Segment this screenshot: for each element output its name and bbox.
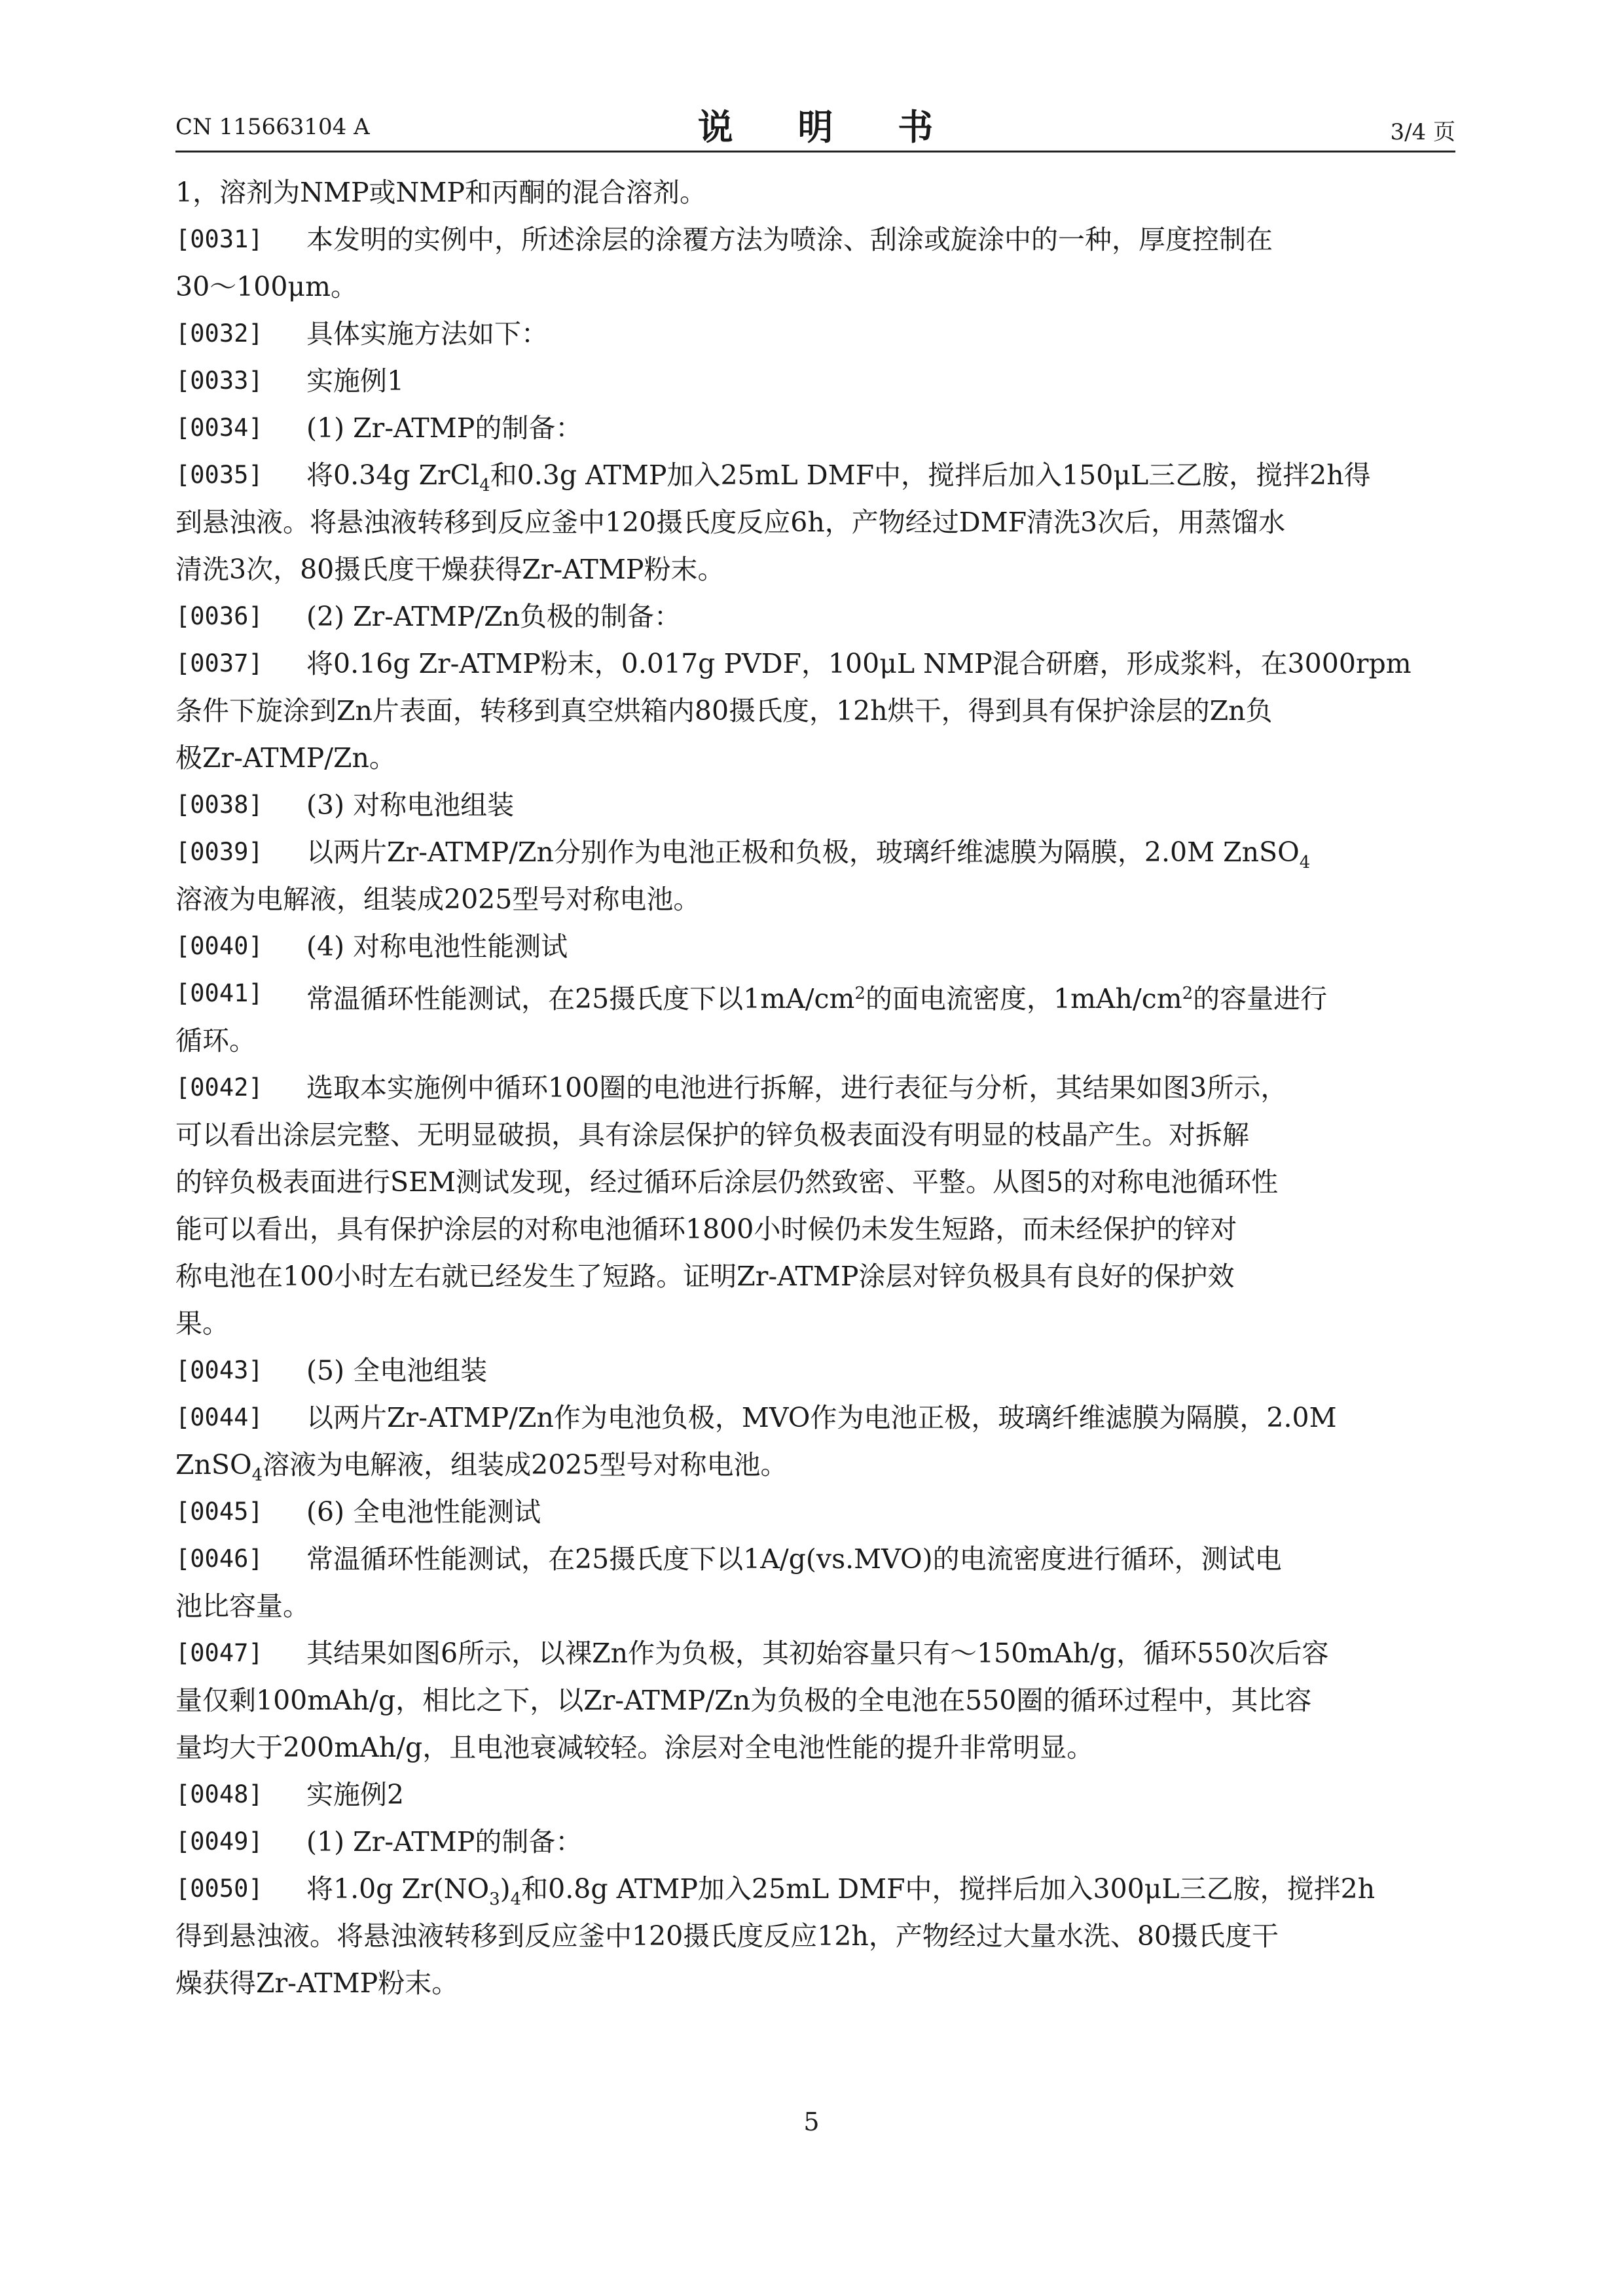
text-line (175, 593, 1455, 640)
paragraph-text (306, 1488, 541, 1535)
paragraph-text (175, 169, 706, 216)
paragraph-text (175, 1960, 458, 2007)
text-segment: 循环。 (175, 1025, 256, 1056)
text-segment: 具体实施方法如下： (306, 318, 548, 350)
text-segment: 的面电流密度，1mAh/cm (865, 983, 1182, 1014)
text-segment: 能可以看出，具有保护涂层的对称电池循环1800小时候仍未发生短路，而未经保护的锌对 (175, 1213, 1237, 1245)
text-segment: (3) 对称电池组装 (306, 789, 515, 821)
text-line (175, 923, 1455, 970)
text-segment: (1) Zr-ATMP的制备： (306, 1826, 583, 1857)
paragraph-text (175, 1111, 1249, 1158)
publication-number: CN 115663104 A (175, 114, 370, 140)
text-line (175, 357, 1455, 404)
text-segment: 量仅剩100mAh/g，相比之下，以Zr-ATMP/Zn为负极的全电池在550圈的循环过程中，其比容 (175, 1685, 1312, 1716)
text-line (175, 1724, 1455, 1771)
paragraph-text (175, 263, 357, 310)
text-segment: 燥获得Zr-ATMP粉末。 (175, 1967, 459, 1999)
subscript: 4 (1299, 853, 1311, 872)
text-line (175, 1206, 1455, 1253)
paragraph-text (175, 734, 396, 781)
text-segment: 到悬浊液。将悬浊液转移到反应釜中120摄氏度反应6h，产物经过DMF清洗3次后，用蒸馏水 (175, 507, 1286, 538)
paragraph-number: [0046] (175, 1545, 263, 1573)
paragraph-text (306, 1394, 1337, 1441)
text-segment: 常温循环性能测试，在25摄氏度下以1mA/cm (306, 983, 855, 1014)
text-segment: 将1.0g Zr(NO (306, 1873, 490, 1905)
text-line (175, 1865, 1455, 1912)
text-line (175, 1017, 1455, 1064)
paragraph-number: [0039] (175, 838, 263, 866)
document-title: 说 明 书 (697, 107, 960, 148)
paragraph-text (306, 216, 1273, 263)
text-line (175, 169, 1455, 216)
text-line (175, 1441, 1455, 1488)
paragraph-number: [0037] (175, 649, 263, 677)
text-line (175, 1488, 1455, 1535)
paragraph-number: [0035] (175, 461, 263, 489)
text-segment: 称电池在100小时左右就已经发生了短路。证明Zr-ATMP涂层对锌负极具有良好的保护效 (175, 1261, 1235, 1292)
text-segment: 将0.16g Zr-ATMP粉末，0.017g PVDF，100μL NMP混合研磨，形成浆料，在3000rpm (306, 648, 1412, 679)
text-segment: ZnSO (175, 1449, 252, 1480)
paragraph-number: [0045] (175, 1498, 263, 1526)
paragraph-number: [0032] (175, 319, 263, 348)
paragraph-text (175, 1912, 1279, 1960)
text-line (175, 1818, 1455, 1865)
text-segment: 量均大于200mAh/g，且电池衰减较轻。涂层对全电池性能的提升非常明显。 (175, 1732, 1094, 1763)
paragraph-text (306, 1630, 1328, 1677)
text-line (175, 263, 1455, 310)
paragraph-text (306, 923, 568, 970)
text-segment: (4) 对称电池性能测试 (306, 931, 568, 962)
text-line (175, 216, 1455, 263)
text-segment: 以两片Zr-ATMP/Zn作为电池负极，MVO作为电池正极，玻璃纤维滤膜为隔膜，2.0M (306, 1402, 1337, 1433)
paragraph-number: [0038] (175, 791, 263, 819)
paragraph-text (306, 1535, 1282, 1583)
text-line (175, 1253, 1455, 1300)
paragraph-text (175, 687, 1273, 734)
text-line (175, 1771, 1455, 1818)
text-line (175, 1064, 1455, 1111)
paragraph-text (306, 640, 1412, 687)
text-line (175, 1630, 1455, 1677)
subscript: 4 (479, 476, 490, 495)
paragraph-number: [0034] (175, 414, 263, 442)
page-header (175, 99, 1455, 152)
paragraph-text (306, 593, 681, 640)
text-segment: 实施例1 (306, 365, 405, 397)
paragraph-text (175, 1158, 1278, 1206)
text-segment: 清洗3次，80摄氏度干燥获得Zr-ATMP粉末。 (175, 554, 725, 585)
text-line (175, 1677, 1455, 1724)
paragraph-text (175, 1724, 1093, 1771)
text-segment: 常温循环性能测试，在25摄氏度下以1A/g(vs.MVO)的电流密度进行循环，测试电 (306, 1543, 1282, 1575)
text-segment: 果。 (175, 1308, 229, 1339)
paragraph-text (175, 876, 700, 923)
paragraph-number: [0040] (175, 932, 263, 960)
paragraph-number: [0049] (175, 1827, 263, 1856)
text-segment: (5) 全电池组装 (306, 1355, 488, 1386)
text-segment: 选取本实施例中循环100圈的电池进行拆解，进行表征与分析，其结果如图3所示， (306, 1072, 1288, 1103)
text-segment: (2) Zr-ATMP/Zn负极的制备： (306, 601, 682, 632)
text-line (175, 499, 1455, 546)
text-segment: ) (500, 1873, 511, 1905)
subscript: 4 (251, 1465, 263, 1485)
paragraph-text (175, 1017, 256, 1064)
text-line (175, 640, 1455, 687)
document-body (175, 169, 1455, 2007)
paragraph-number: [0047] (175, 1639, 263, 1667)
paragraph-text (306, 404, 582, 452)
superscript: 2 (854, 984, 866, 1003)
text-line (175, 1394, 1455, 1441)
paragraph-text (306, 1818, 582, 1865)
paragraph-text (175, 499, 1285, 546)
text-line (175, 687, 1455, 734)
text-line (175, 1111, 1455, 1158)
paragraph-number: [0048] (175, 1780, 263, 1808)
paragraph-text (175, 1206, 1237, 1253)
paragraph-text (175, 1677, 1311, 1724)
paragraph-text (306, 357, 404, 404)
paragraph-text (306, 1064, 1287, 1111)
text-segment: 极Zr-ATMP/Zn。 (175, 742, 396, 774)
text-line (175, 1347, 1455, 1394)
text-line (175, 1912, 1455, 1960)
text-segment: 本发明的实例中，所述涂层的涂覆方法为喷涂、刮涂或旋涂中的一种，厚度控制在 (306, 224, 1273, 255)
text-line (175, 1960, 1455, 2007)
paragraph-number: [0044] (175, 1403, 263, 1431)
subscript: 3 (489, 1890, 500, 1909)
paragraph-text (175, 1583, 310, 1630)
paragraph-text (175, 1253, 1234, 1300)
paragraph-number: [0043] (175, 1356, 263, 1384)
paragraph-text (306, 310, 548, 357)
superscript: 2 (1182, 984, 1194, 1003)
text-segment: 溶液为电解液，组装成2025型号对称电池。 (175, 884, 701, 915)
text-line (175, 1583, 1455, 1630)
paragraph-text (175, 546, 724, 593)
text-segment: 实施例2 (306, 1779, 405, 1810)
page-counter: 3/4 页 (1390, 119, 1455, 145)
text-line (175, 829, 1455, 876)
text-line (175, 876, 1455, 923)
text-segment: 溶液为电解液，组装成2025型号对称电池。 (263, 1449, 788, 1480)
text-segment: 其结果如图6所示，以裸Zn作为负极，其初始容量只有～150mAh/g，循环550次后容 (306, 1638, 1329, 1669)
paragraph-number: [0036] (175, 602, 263, 630)
text-line (175, 1158, 1455, 1206)
page-number: 5 (803, 2108, 820, 2136)
paragraph-text (306, 1347, 487, 1394)
text-segment: 条件下旋涂到Zn片表面，转移到真空烘箱内80摄氏度，12h烘干，得到具有保护涂层的Zn负 (175, 695, 1273, 726)
text-segment: (1) Zr-ATMP的制备： (306, 412, 583, 444)
text-segment: 的锌负极表面进行SEM测试发现，经过循环后涂层仍然致密、平整。从图5的对称电池循环性 (175, 1166, 1279, 1198)
text-line (175, 1535, 1455, 1583)
text-segment: 1，溶剂为NMP或NMP和丙酮的混合溶剂。 (175, 177, 706, 208)
text-line (175, 970, 1455, 1017)
text-segment: 得到悬浊液。将悬浊液转移到反应釜中120摄氏度反应12h，产物经过大量水洗、80摄氏度干 (175, 1920, 1279, 1952)
text-segment: 和0.8g ATMP加入25mL DMF中，搅拌后加入300μL三乙胺，搅拌2h (521, 1873, 1376, 1905)
text-line (175, 781, 1455, 829)
text-line (175, 1300, 1455, 1347)
text-line (175, 310, 1455, 357)
text-segment: 30～100μm。 (175, 271, 357, 302)
paragraph-text (306, 781, 514, 829)
paragraph-text (306, 1771, 404, 1818)
text-line (175, 404, 1455, 452)
paragraph-number: [0033] (175, 367, 263, 395)
subscript: 4 (510, 1890, 522, 1909)
paragraph-number: [0042] (175, 1073, 263, 1102)
text-segment: 可以看出涂层完整、无明显破损，具有涂层保护的锌负极表面没有明显的枝晶产生。对拆解 (175, 1119, 1249, 1151)
text-segment: 和0.3g ATMP加入25mL DMF中，搅拌后加入150μL三乙胺，搅拌2h得 (490, 459, 1371, 491)
text-line (175, 546, 1455, 593)
paragraph-number: [0031] (175, 225, 263, 253)
text-segment: 池比容量。 (175, 1590, 310, 1622)
text-line (175, 452, 1455, 499)
paragraph-number: [0041] (175, 979, 263, 1007)
paragraph-text (175, 1300, 229, 1347)
header-divider (175, 151, 1455, 152)
text-line (175, 734, 1455, 781)
text-segment: (6) 全电池性能测试 (306, 1496, 541, 1528)
text-segment: 的容量进行 (1193, 983, 1328, 1014)
text-segment: 以两片Zr-ATMP/Zn分别作为电池正极和负极，玻璃纤维滤膜为隔膜，2.0M ZnSO (306, 836, 1300, 868)
text-segment: 将0.34g ZrCl (306, 459, 480, 491)
paragraph-text (306, 970, 1327, 1022)
paragraph-number: [0050] (175, 1874, 263, 1903)
